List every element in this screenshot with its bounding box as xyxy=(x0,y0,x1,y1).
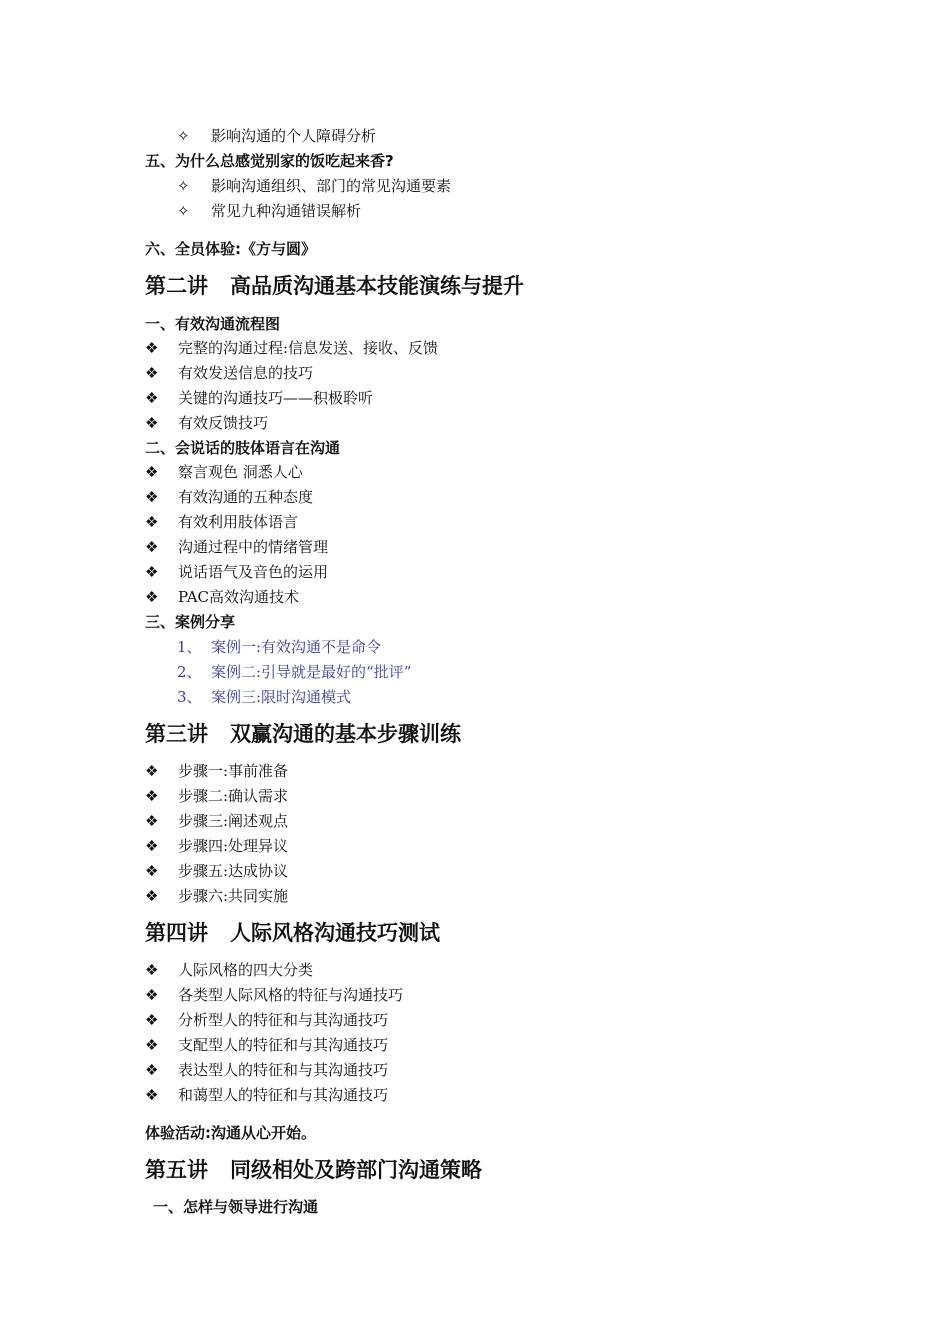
diamond-bullet-icon: ❖ xyxy=(145,389,159,407)
diamond-outline-icon: ✧ xyxy=(177,202,190,220)
list-item: ✧ 影响沟通组织、部门的常见沟通要素 xyxy=(177,177,452,195)
list-item: ❖ 完整的沟通过程:信息发送、接收、反馈 xyxy=(145,339,439,357)
list-item: ❖ 步骤六:共同实施 xyxy=(145,887,289,905)
section-heading: 一、有效沟通流程图 xyxy=(145,315,281,333)
list-item: ❖ 人际风格的四大分类 xyxy=(145,961,314,979)
list-item: ✧ 常见九种沟通错误解析 xyxy=(177,202,362,220)
diamond-bullet-icon: ❖ xyxy=(145,837,159,855)
lecture-heading: 第五讲 同级相处及跨部门沟通策略 xyxy=(145,1158,482,1182)
diamond-bullet-icon: ❖ xyxy=(145,364,159,382)
list-item: ❖ 步骤五:达成协议 xyxy=(145,862,289,880)
diamond-bullet-icon: ❖ xyxy=(145,513,159,531)
list-item: ❖ 和蔼型人的特征和与其沟通技巧 xyxy=(145,1086,389,1104)
activity-heading: 体验活动:沟通从心开始。 xyxy=(145,1124,316,1142)
diamond-bullet-icon: ❖ xyxy=(145,414,159,432)
diamond-bullet-icon: ❖ xyxy=(145,1061,159,1079)
list-item: ❖ 沟通过程中的情绪管理 xyxy=(145,538,329,556)
list-item: ❖ 关键的沟通技巧——积极聆听 xyxy=(145,389,374,407)
section-heading: 一、怎样与领导进行沟通 xyxy=(153,1198,319,1216)
list-item: ❖ PAC高效沟通技术 xyxy=(145,588,300,606)
diamond-bullet-icon: ❖ xyxy=(145,463,159,481)
diamond-bullet-icon: ❖ xyxy=(145,787,159,805)
diamond-bullet-icon: ❖ xyxy=(145,1086,159,1104)
diamond-bullet-icon: ❖ xyxy=(145,812,159,830)
lecture-heading: 第二讲 高品质沟通基本技能演练与提升 xyxy=(145,274,524,298)
list-item: ❖ 步骤一:事前准备 xyxy=(145,762,289,780)
list-item: ❖ 步骤三:阐述观点 xyxy=(145,812,289,830)
diamond-outline-icon: ✧ xyxy=(177,127,190,145)
diamond-bullet-icon: ❖ xyxy=(145,961,159,979)
list-item: ❖ 步骤四:处理异议 xyxy=(145,837,289,855)
diamond-outline-icon: ✧ xyxy=(177,177,190,195)
case-item: 2、 案例二:引导就是最好的“批评” xyxy=(177,663,412,681)
lecture-heading: 第四讲 人际风格沟通技巧测试 xyxy=(145,921,440,945)
list-item: ❖ 支配型人的特征和与其沟通技巧 xyxy=(145,1036,389,1054)
list-item: ❖ 步骤二:确认需求 xyxy=(145,787,289,805)
list-item: ❖ 说话语气及音色的运用 xyxy=(145,563,329,581)
list-item: ❖ 察言观色 洞悉人心 xyxy=(145,463,303,481)
diamond-bullet-icon: ❖ xyxy=(145,588,159,606)
list-item: ❖ 有效沟通的五种态度 xyxy=(145,488,314,506)
case-item: 3、 案例三:限时沟通模式 xyxy=(177,688,352,706)
section-heading: 五、为什么总感觉别家的饭吃起来香? xyxy=(145,152,394,170)
list-item: ❖ 分析型人的特征和与其沟通技巧 xyxy=(145,1011,389,1029)
section-heading: 三、案例分享 xyxy=(145,613,236,631)
section-heading: 二、会说话的肢体语言在沟通 xyxy=(145,439,341,457)
section-heading: 六、全员体验:《方与圆》 xyxy=(145,240,316,258)
diamond-bullet-icon: ❖ xyxy=(145,488,159,506)
list-item: ❖ 有效发送信息的技巧 xyxy=(145,364,314,382)
diamond-bullet-icon: ❖ xyxy=(145,1011,159,1029)
lecture-heading: 第三讲 双赢沟通的基本步骤训练 xyxy=(145,722,461,746)
diamond-bullet-icon: ❖ xyxy=(145,887,159,905)
list-item: ❖ 表达型人的特征和与其沟通技巧 xyxy=(145,1061,389,1079)
diamond-bullet-icon: ❖ xyxy=(145,862,159,880)
diamond-bullet-icon: ❖ xyxy=(145,1036,159,1054)
diamond-bullet-icon: ❖ xyxy=(145,538,159,556)
list-item: ❖ 有效反馈技巧 xyxy=(145,414,269,432)
case-item: 1、 案例一:有效沟通不是命令 xyxy=(177,638,382,656)
list-item: ✧ 影响沟通的个人障碍分析 xyxy=(177,127,377,145)
diamond-bullet-icon: ❖ xyxy=(145,339,159,357)
diamond-bullet-icon: ❖ xyxy=(145,986,159,1004)
diamond-bullet-icon: ❖ xyxy=(145,563,159,581)
list-item: ❖ 有效利用肢体语言 xyxy=(145,513,299,531)
list-item: ❖ 各类型人际风格的特征与沟通技巧 xyxy=(145,986,404,1004)
diamond-bullet-icon: ❖ xyxy=(145,762,159,780)
